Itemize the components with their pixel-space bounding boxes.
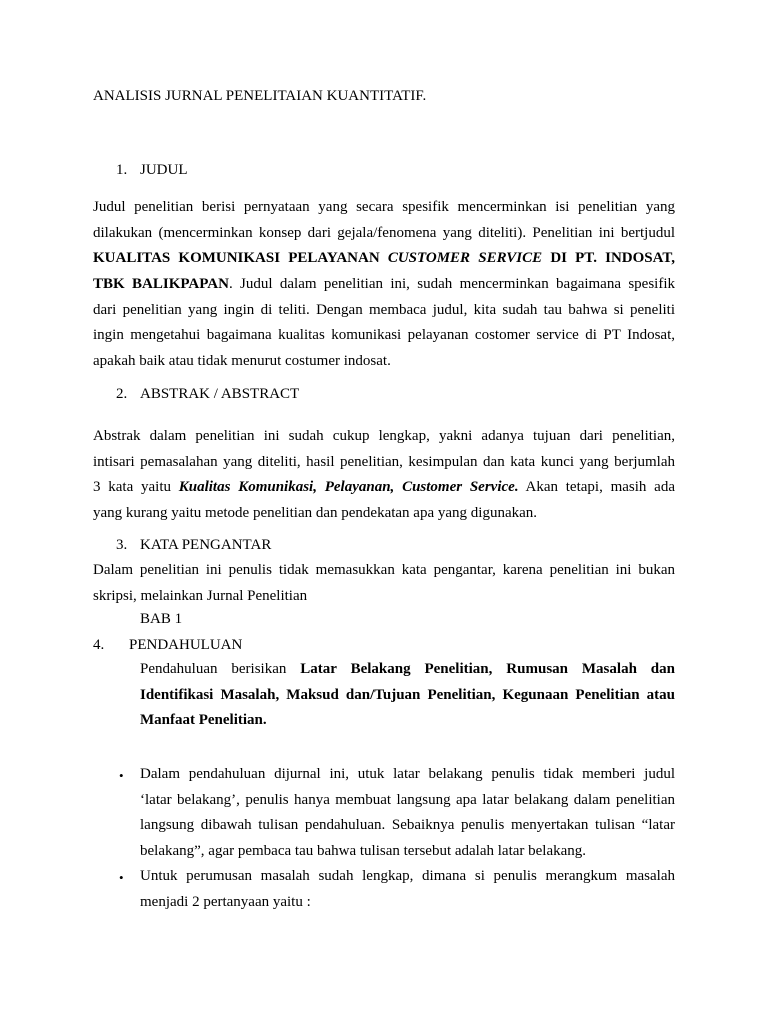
bold-title-b: DI PT. INDOSAT, — [542, 250, 675, 267]
text-line — [93, 246, 675, 272]
text-span: Akan tetapi, masih ada — [518, 479, 675, 496]
paragraph-judul — [93, 195, 675, 375]
text-line: skripsi, melainkan Jurnal Penelitian — [93, 587, 308, 604]
text-line — [93, 475, 675, 501]
text-line: ‘latar belakang’, penulis hanya membuat langsung apa latar belakang dalam penelitian — [140, 791, 675, 808]
section-heading-kata-pengantar: KATA PENGANTAR — [140, 537, 272, 553]
text-line: apakah baik atau tidak menurut costumer indosat. — [93, 353, 391, 370]
keywords-bold-italic: Kualitas Komunikasi, Pelayanan, Customer Service. — [178, 479, 519, 496]
bold-text: Manfaat Penelitian. — [140, 712, 267, 729]
paragraph-pendahuluan — [140, 657, 675, 734]
bold-title-c: TBK BALIKPAPAN — [93, 276, 229, 293]
text-line: yang kurang yaitu metode penelitian dan pendekatan apa yang digunakan. — [93, 505, 538, 522]
text-line: ingin mengetahui bagaimana kualitas komunikasi pelayanan costomer service di PT Indosat, — [93, 327, 675, 344]
text-line — [140, 683, 675, 709]
bullet-marker: • — [119, 768, 124, 783]
bullet-item — [140, 864, 675, 915]
section-number-kata-pengantar: 3. — [116, 537, 128, 553]
section-number-pendahuluan: 4. — [93, 637, 105, 653]
text-span: . Judul dalam penelitian ini, sudah mencerminkan bagaimana spesifik — [228, 276, 675, 293]
text-line: Dalam pendahuluan dijurnal ini, utuk latar belakang penulis tidak memberi judul — [140, 766, 675, 782]
text-line: dilakukan (mencerminkan konsep dari gejala/fenomena yang diteliti). Penelitian ini bertjudul — [93, 224, 675, 241]
paragraph-abstrak — [93, 424, 675, 527]
section-heading-abstrak: ABSTRAK / ABSTRACT — [140, 386, 300, 402]
text-line — [140, 708, 675, 734]
text-line: belakang”, agar pembaca tau bahwa tulisan tersebut adalah latar belakang. — [140, 843, 587, 860]
bold-text: Identifikasi Masalah, Maksud dan/Tujuan Penelitian, Kegunaan Penelitian atau — [140, 686, 675, 703]
text-line: Judul penelitian berisi pernyataan yang secara spesifik mencerminkan isi penelitian yang — [93, 199, 675, 215]
document-title: ANALISIS JURNAL PENELITAIAN KUANTITATIF. — [93, 88, 427, 104]
section-heading-judul: JUDUL — [140, 162, 188, 178]
bold-text: Latar Belakang Penelitian, Rumusan Masalah dan — [300, 661, 675, 677]
text-line: menjadi 2 pertanyaan yaitu : — [140, 893, 311, 910]
bold-title-a: KUALITAS KOMUNIKASI PELAYANAN — [93, 250, 388, 267]
text-span: Pendahuluan berisikan — [140, 661, 301, 677]
bullet-marker: • — [119, 870, 124, 885]
text-line: dari penelitian yang ingin di teliti. Dengan membaca judul, kita sudah tau bahwa si peneliti — [93, 301, 675, 318]
section-number-abstrak: 2. — [116, 386, 128, 402]
section-number-judul: 1. — [116, 162, 128, 178]
text-line — [140, 657, 675, 683]
text-line — [93, 272, 675, 298]
text-line: langsung dibawah tulisan pendahuluan. Sebaiknya penulis menyertakan tulisan “latar — [140, 817, 675, 834]
bold-italic-title: CUSTOMER SERVICE — [387, 250, 543, 267]
section-heading-pendahuluan: PENDAHULUAN — [129, 637, 243, 653]
text-span: 3 kata yaitu — [93, 479, 179, 496]
bullet-item — [140, 762, 675, 865]
text-line: intisari pemasalahan yang diteliti, hasil penelitian, kesimpulan dan kata kunci yang berjumlah — [93, 453, 675, 470]
text-line: Abstrak dalam penelitian ini sudah cukup lengkap, yakni adanya tujuan dari penelitian, — [93, 428, 675, 444]
chapter-label: BAB 1 — [140, 611, 183, 627]
text-line: Untuk perumusan masalah sudah lengkap, dimana si penulis merangkum masalah — [140, 868, 675, 884]
text-line: Dalam penelitian ini penulis tidak memasukkan kata pengantar, karena penelitian ini bukan — [93, 562, 675, 578]
paragraph-kata-pengantar — [93, 558, 675, 609]
